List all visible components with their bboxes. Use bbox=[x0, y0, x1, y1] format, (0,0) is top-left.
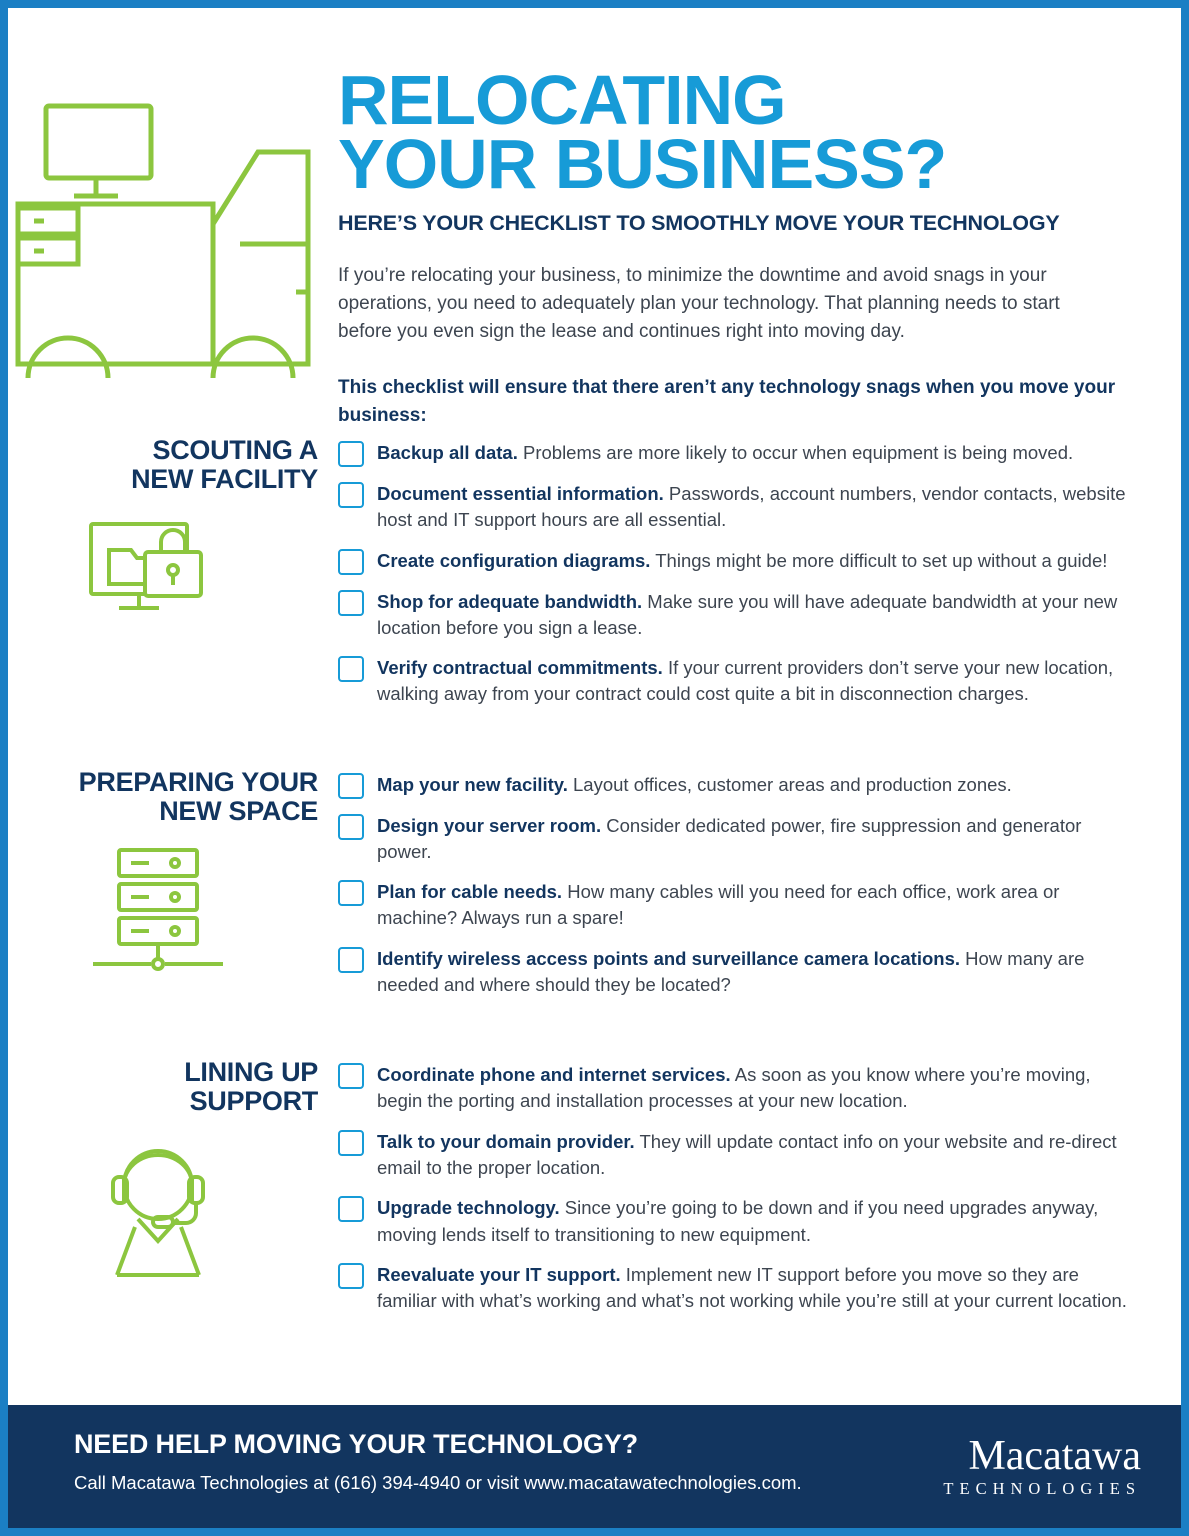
checkbox[interactable] bbox=[338, 1063, 364, 1089]
checklist-item-detail: Passwords, account numbers, vendor contacts, website host and IT support hours are all essential. bbox=[377, 483, 1126, 531]
checkbox[interactable] bbox=[338, 656, 364, 682]
checklist-item-text bbox=[377, 655, 1137, 708]
checklist-item-text bbox=[377, 481, 1137, 534]
checklist-item-detail: Things might be more difficult to set up without a guide! bbox=[650, 549, 1108, 571]
section-items bbox=[338, 436, 1181, 722]
checklist-item-detail: Implement new IT support before you move so they are familiar with what’s working and what’s not working while you’re still at your current location. bbox=[377, 1263, 1127, 1312]
checklist-item-text bbox=[377, 440, 1073, 466]
section-heading-block bbox=[8, 768, 338, 1013]
section-heading-line1: SCOUTING A bbox=[152, 435, 318, 465]
checkbox[interactable] bbox=[338, 773, 364, 799]
checklist-item-text bbox=[377, 1262, 1137, 1315]
moving-truck-icon bbox=[8, 78, 328, 378]
checklist-item-detail: Problems are more likely to occur when equipment is being moved. bbox=[517, 442, 1074, 463]
checklist-item-title: Backup all data. bbox=[377, 442, 518, 463]
checklist-item-title: Coordinate phone and internet services. bbox=[377, 1064, 731, 1086]
checklist-item-title: Talk to your domain provider. bbox=[377, 1130, 635, 1152]
checklist-item[interactable] bbox=[338, 1195, 1181, 1248]
checklist-item[interactable] bbox=[338, 946, 1181, 999]
checklist-item[interactable] bbox=[338, 589, 1181, 642]
checkbox[interactable] bbox=[338, 947, 364, 973]
headset-support-agent-icon bbox=[8, 1133, 318, 1283]
section-heading-line2: NEW FACILITY bbox=[131, 464, 318, 495]
checklist-item-title: Design your server room. bbox=[377, 814, 602, 836]
server-rack-icon bbox=[8, 842, 318, 972]
checklist-item-title: Shop for adequate bandwidth. bbox=[377, 590, 643, 612]
monitor-with-lock-icon bbox=[8, 510, 318, 630]
checklist-item-title: Document essential information. bbox=[377, 483, 664, 504]
checklist-item-title: Plan for cable needs. bbox=[377, 881, 563, 903]
checklist-item-text bbox=[377, 589, 1137, 642]
checklist-item[interactable] bbox=[338, 1262, 1181, 1315]
checklist-item-text bbox=[377, 1129, 1137, 1182]
section-items bbox=[338, 1058, 1181, 1328]
checkbox[interactable] bbox=[338, 814, 364, 840]
checkbox[interactable] bbox=[338, 549, 364, 575]
footer-text-block bbox=[74, 1429, 802, 1494]
checkbox[interactable] bbox=[338, 880, 364, 906]
checkbox[interactable] bbox=[338, 1263, 364, 1289]
checklist-item-detail: As soon as you know where you’re moving, begin the porting and installation processes at your new location. bbox=[377, 1064, 1091, 1112]
checklist-item-text bbox=[377, 548, 1107, 574]
header-text-block bbox=[338, 61, 1138, 429]
section-heading-line2: SUPPORT bbox=[189, 1086, 318, 1117]
section-heading-block bbox=[8, 1058, 338, 1328]
checklist-item[interactable] bbox=[338, 879, 1181, 932]
checklist-item-title: Upgrade technology. bbox=[377, 1197, 560, 1219]
section-heading-line1: LINING UP bbox=[184, 1057, 318, 1088]
checklist-item[interactable] bbox=[338, 772, 1181, 799]
checklist-item-text bbox=[377, 879, 1137, 932]
page-title bbox=[338, 61, 1138, 204]
section-scouting-a-new-facility bbox=[8, 436, 1181, 722]
footer-contact: Call Macatawa Technologies at (616) 394-4940 or visit www.macatawatechnologies.com. bbox=[74, 1472, 802, 1493]
footer-bar bbox=[8, 1405, 1181, 1528]
page-title-line2: YOUR BUSINESS? bbox=[338, 125, 947, 204]
checklist-item[interactable] bbox=[338, 655, 1181, 708]
page-subtitle: HERE’S YOUR CHECKLIST TO SMOOTHLY MOVE YOUR TECHNOLOGY bbox=[338, 210, 1060, 235]
checklist-item-text bbox=[377, 772, 1012, 798]
lead-paragraph: This checklist will ensure that there aren’t any technology snags when you move your business: bbox=[338, 377, 1116, 426]
checklist-item-detail: How many cables will you need for each office, work area or machine? Always run a spare! bbox=[377, 881, 1060, 929]
section-heading-block bbox=[8, 436, 338, 722]
checklist-item-title: Map your new facility. bbox=[377, 773, 568, 795]
section-heading bbox=[8, 436, 318, 494]
checklist-item[interactable] bbox=[338, 1062, 1181, 1115]
section-heading-line2: NEW SPACE bbox=[159, 795, 318, 826]
checkbox[interactable] bbox=[338, 1196, 364, 1222]
checkbox[interactable] bbox=[338, 441, 364, 467]
checklist-item-detail: Layout offices, customer areas and production zones. bbox=[567, 773, 1012, 795]
checklist-item-title: Create configuration diagrams. bbox=[377, 549, 651, 571]
section-items bbox=[338, 768, 1181, 1013]
intro-paragraph: If you’re relocating your business, to minimize the downtime and avoid snags in your operations, you need to adequately plan your technology. That planning needs to start before you even sign the lease and continues right into moving day. bbox=[338, 264, 1060, 342]
footer-headline: NEED HELP MOVING YOUR TECHNOLOGY? bbox=[74, 1429, 638, 1459]
checklist-item-detail: They will update contact info on your website and re-direct email to the proper location. bbox=[377, 1130, 1117, 1178]
section-heading bbox=[8, 1058, 318, 1116]
page-title-line1: RELOCATING bbox=[338, 61, 786, 139]
checklist-item-detail: How many are needed and where should they be located? bbox=[377, 947, 1085, 995]
checklist-item-title: Reevaluate your IT support. bbox=[377, 1263, 621, 1285]
checklist-item-title: Identify wireless access points and surveillance camera locations. bbox=[377, 947, 961, 969]
section-preparing-your-new-space bbox=[8, 768, 1181, 1013]
checkbox[interactable] bbox=[338, 590, 364, 616]
checklist-item-text bbox=[377, 1062, 1137, 1115]
section-heading bbox=[8, 768, 318, 826]
checklist-item[interactable] bbox=[338, 548, 1181, 575]
checklist-item[interactable] bbox=[338, 1129, 1181, 1182]
poster-header bbox=[8, 8, 1181, 428]
checklist-item-detail: Make sure you will have adequate bandwidth at your new location before you sign a lease. bbox=[377, 590, 1118, 638]
section-heading-line1: PREPARING YOUR bbox=[78, 766, 318, 797]
checklist-item-text bbox=[377, 1195, 1137, 1248]
checklist-item[interactable] bbox=[338, 481, 1181, 534]
checklist-item-detail: Since you’re going to be down and if you need upgrades anyway, moving lends itself to transitioning to new equipment. bbox=[377, 1197, 1099, 1245]
checklist-item-detail: Consider dedicated power, fire suppression and generator power. bbox=[377, 814, 1082, 862]
checklist-item-text bbox=[377, 946, 1137, 999]
checklist-item-detail: If your current providers don’t serve your new location, walking away from your contract could cost quite a bit in disconnection charges. bbox=[377, 657, 1114, 705]
checklist-item[interactable] bbox=[338, 813, 1181, 866]
company-logo bbox=[943, 1429, 1141, 1499]
logo-name: Macatawa bbox=[968, 1433, 1141, 1479]
checklist-item-title: Verify contractual commitments. bbox=[377, 657, 663, 679]
logo-subtitle: TECHNOLOGIES bbox=[943, 1479, 1141, 1498]
checklist-item-text bbox=[377, 813, 1137, 866]
checklist-item[interactable] bbox=[338, 440, 1181, 467]
checkbox[interactable] bbox=[338, 482, 364, 508]
checkbox[interactable] bbox=[338, 1130, 364, 1156]
poster-sheet bbox=[8, 8, 1181, 1528]
section-lining-up-support bbox=[8, 1058, 1181, 1328]
